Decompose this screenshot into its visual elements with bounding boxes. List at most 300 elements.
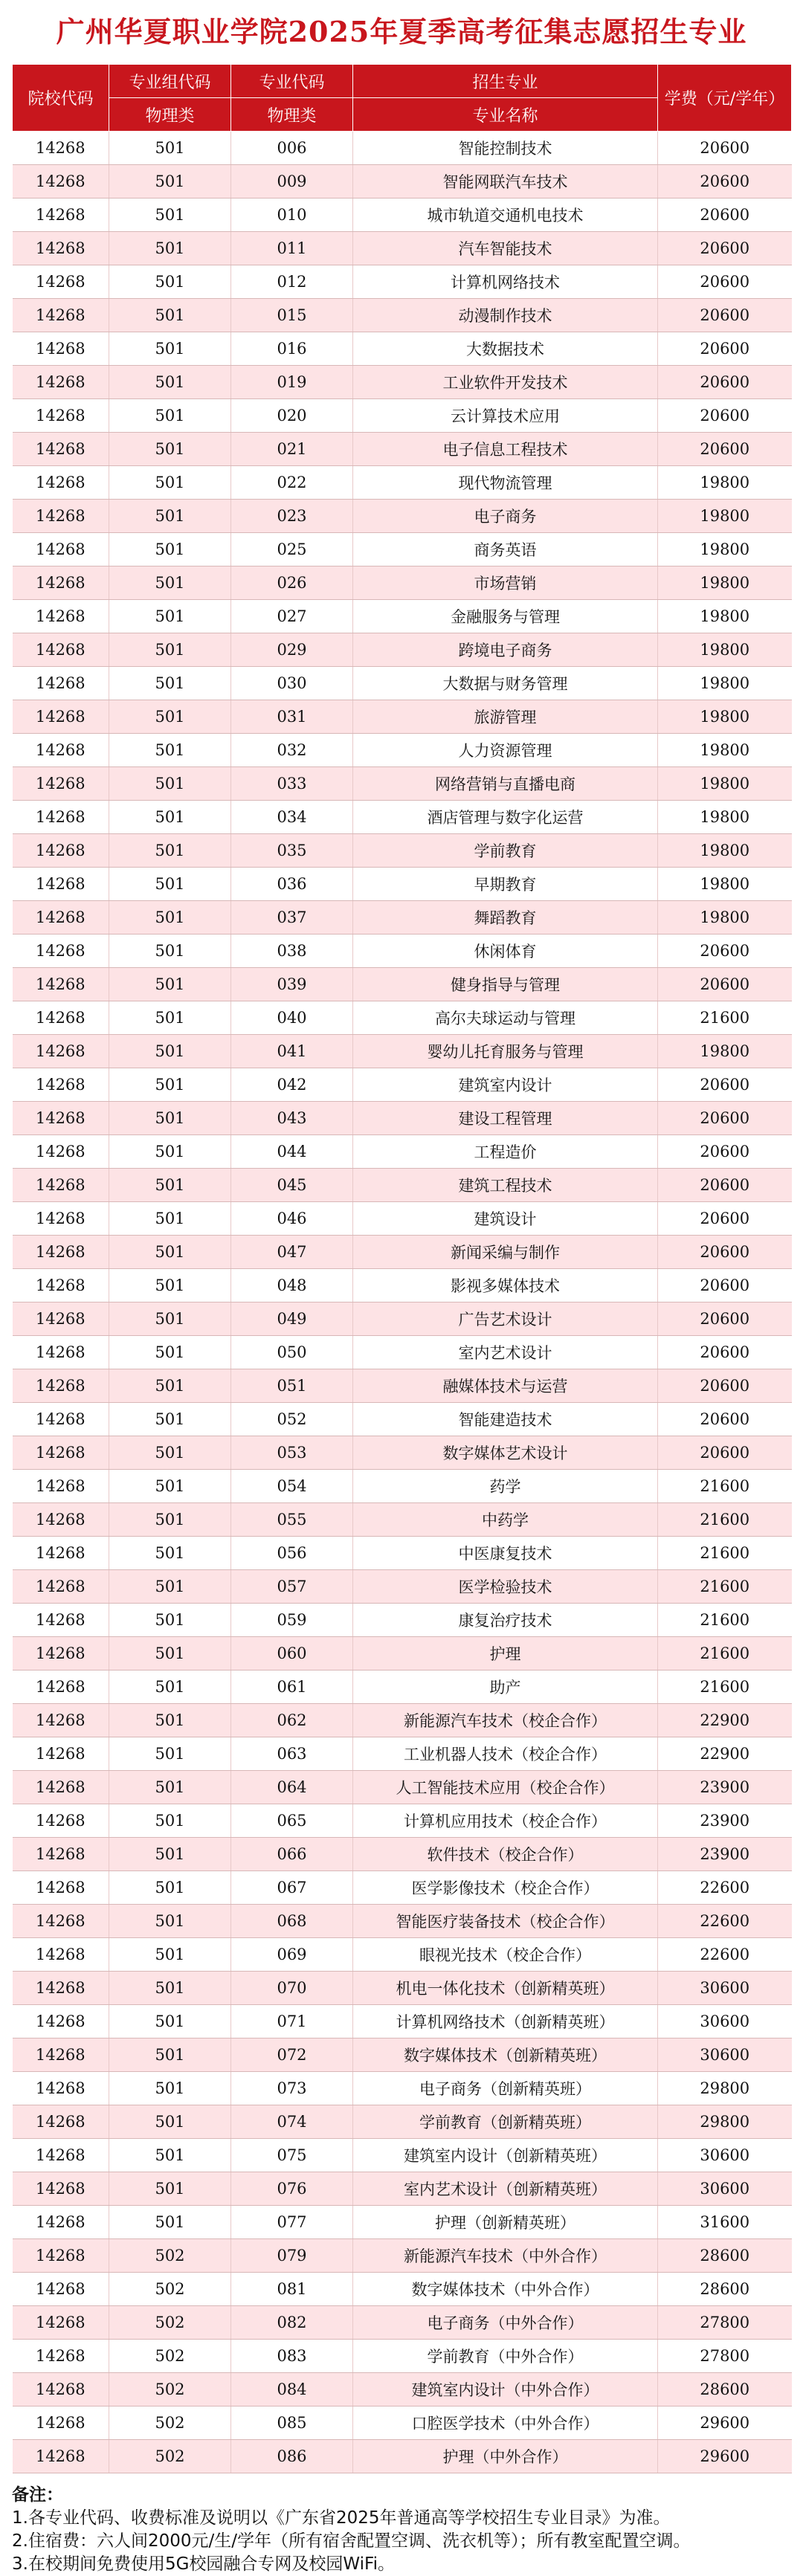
cell-tuition: 20600	[658, 299, 792, 332]
cell-major-code: 022	[231, 466, 353, 500]
table-row	[13, 1871, 792, 1905]
cell-major-name: 助产	[353, 1670, 658, 1704]
table-row	[13, 834, 792, 868]
cell-group-code: 501	[109, 198, 231, 232]
cell-tuition: 23900	[658, 1804, 792, 1838]
cell-tuition: 27800	[658, 2340, 792, 2373]
cell-major-name: 市场营销	[353, 566, 658, 600]
cell-major-name: 网络营销与直播电商	[353, 767, 658, 801]
cell-major-name: 旅游管理	[353, 700, 658, 734]
cell-major-name: 学前教育（创新精英班）	[353, 2105, 658, 2139]
cell-major-name: 人力资源管理	[353, 734, 658, 767]
cell-school-code: 14268	[13, 1905, 109, 1938]
cell-major-code: 042	[231, 1068, 353, 1102]
cell-group-code: 501	[109, 2038, 231, 2072]
cell-major-name: 中医康复技术	[353, 1537, 658, 1570]
cell-group-code: 501	[109, 2072, 231, 2105]
cell-school-code: 14268	[13, 1169, 109, 1202]
cell-school-code: 14268	[13, 2239, 109, 2273]
table-row	[13, 1001, 792, 1035]
cell-major-name: 电子商务（创新精英班）	[353, 2072, 658, 2105]
cell-school-code: 14268	[13, 1972, 109, 2005]
cell-group-code: 502	[109, 2340, 231, 2373]
cell-major-name: 智能建造技术	[353, 1403, 658, 1436]
cell-major-code: 046	[231, 1202, 353, 1236]
table-row	[13, 600, 792, 633]
cell-major-name: 工业软件开发技术	[353, 366, 658, 399]
cell-group-code: 501	[109, 1704, 231, 1737]
cell-group-code: 501	[109, 1938, 231, 1972]
cell-tuition: 22900	[658, 1704, 792, 1737]
cell-tuition: 28600	[658, 2373, 792, 2406]
cell-major-code: 026	[231, 566, 353, 600]
cell-group-code: 501	[109, 1804, 231, 1838]
cell-major-code: 020	[231, 399, 353, 433]
cell-tuition: 30600	[658, 2038, 792, 2072]
cell-group-code: 501	[109, 1737, 231, 1771]
cell-major-name: 工程造价	[353, 1135, 658, 1169]
cell-tuition: 19800	[658, 767, 792, 801]
cell-school-code: 14268	[13, 198, 109, 232]
cell-major-name: 现代物流管理	[353, 466, 658, 500]
cell-major-code: 019	[231, 366, 353, 399]
cell-major-code: 082	[231, 2306, 353, 2340]
table-row	[13, 2406, 792, 2440]
cell-school-code: 14268	[13, 2340, 109, 2373]
cell-school-code: 14268	[13, 1871, 109, 1905]
cell-major-name: 建筑室内设计	[353, 1068, 658, 1102]
table-row	[13, 2306, 792, 2340]
cell-major-name: 建筑室内设计（中外合作）	[353, 2373, 658, 2406]
cell-group-code: 501	[109, 868, 231, 901]
cell-tuition: 20600	[658, 165, 792, 198]
table-row	[13, 868, 792, 901]
cell-major-code: 027	[231, 600, 353, 633]
cell-school-code: 14268	[13, 1838, 109, 1871]
cell-group-code: 501	[109, 600, 231, 633]
cell-major-name: 药学	[353, 1470, 658, 1503]
cell-major-name: 医学检验技术	[353, 1570, 658, 1604]
cell-tuition: 20600	[658, 232, 792, 265]
table-row	[13, 366, 792, 399]
cell-school-code: 14268	[13, 2206, 109, 2239]
cell-group-code: 501	[109, 1838, 231, 1871]
table-row	[13, 2038, 792, 2072]
cell-major-name: 舞蹈教育	[353, 901, 658, 934]
cell-group-code: 501	[109, 2005, 231, 2038]
cell-major-name: 计算机网络技术	[353, 265, 658, 299]
cell-school-code: 14268	[13, 165, 109, 198]
cell-group-code: 501	[109, 1503, 231, 1537]
cell-school-code: 14268	[13, 2440, 109, 2473]
cell-major-name: 计算机应用技术（校企合作）	[353, 1804, 658, 1838]
table-row	[13, 667, 792, 700]
cell-tuition: 23900	[658, 1838, 792, 1871]
table-row	[13, 801, 792, 834]
cell-major-code: 010	[231, 198, 353, 232]
cell-group-code: 501	[109, 1670, 231, 1704]
cell-school-code: 14268	[13, 600, 109, 633]
notes	[12, 2484, 803, 2576]
table-row	[13, 1838, 792, 1871]
cell-major-name: 电子商务	[353, 500, 658, 533]
cell-major-code: 031	[231, 700, 353, 734]
cell-school-code: 14268	[13, 1369, 109, 1403]
cell-school-code: 14268	[13, 2005, 109, 2038]
cell-group-code: 501	[109, 2139, 231, 2172]
cell-tuition: 21600	[658, 1570, 792, 1604]
cell-group-code: 501	[109, 2105, 231, 2139]
cell-tuition: 19800	[658, 868, 792, 901]
cell-tuition: 19800	[658, 633, 792, 667]
cell-group-code: 501	[109, 433, 231, 466]
cell-major-code: 035	[231, 834, 353, 868]
cell-school-code: 14268	[13, 633, 109, 667]
cell-school-code: 14268	[13, 2038, 109, 2072]
cell-school-code: 14268	[13, 1001, 109, 1035]
cell-major-name: 智能控制技术	[353, 132, 658, 165]
cell-major-code: 029	[231, 633, 353, 667]
cell-tuition: 20600	[658, 1369, 792, 1403]
cell-major-code: 041	[231, 1035, 353, 1068]
cell-group-code: 502	[109, 2239, 231, 2273]
cell-major-code: 061	[231, 1670, 353, 1704]
cell-group-code: 501	[109, 1604, 231, 1637]
cell-major-code: 057	[231, 1570, 353, 1604]
cell-school-code: 14268	[13, 968, 109, 1001]
cell-tuition: 19800	[658, 734, 792, 767]
header-major: 招生专业	[353, 65, 658, 98]
cell-school-code: 14268	[13, 801, 109, 834]
cell-major-code: 044	[231, 1135, 353, 1169]
table-row	[13, 1537, 792, 1570]
cell-group-code: 501	[109, 1269, 231, 1302]
cell-major-code: 056	[231, 1537, 353, 1570]
cell-major-name: 大数据与财务管理	[353, 667, 658, 700]
table-row	[13, 2172, 792, 2206]
cell-major-code: 076	[231, 2172, 353, 2206]
cell-major-code: 050	[231, 1336, 353, 1369]
cell-major-code: 012	[231, 265, 353, 299]
cell-tuition: 20600	[658, 332, 792, 366]
cell-school-code: 14268	[13, 2105, 109, 2139]
cell-major-code: 039	[231, 968, 353, 1001]
cell-tuition: 20600	[658, 968, 792, 1001]
cell-tuition: 20600	[658, 433, 792, 466]
cell-major-name: 影视多媒体技术	[353, 1269, 658, 1302]
cell-tuition: 20600	[658, 934, 792, 968]
table-row	[13, 1503, 792, 1537]
cell-major-name: 城市轨道交通机电技术	[353, 198, 658, 232]
cell-major-code: 081	[231, 2273, 353, 2306]
cell-tuition: 19800	[658, 1035, 792, 1068]
cell-tuition: 20600	[658, 1302, 792, 1336]
cell-major-code: 067	[231, 1871, 353, 1905]
cell-tuition: 22600	[658, 1871, 792, 1905]
cell-major-code: 047	[231, 1236, 353, 1269]
cell-school-code: 14268	[13, 2373, 109, 2406]
cell-major-code: 053	[231, 1436, 353, 1470]
cell-major-name: 室内艺术设计（创新精英班）	[353, 2172, 658, 2206]
cell-major-name: 计算机网络技术（创新精英班）	[353, 2005, 658, 2038]
note-line: 2.住宿费：六人间2000元/生/学年（所有宿舍配置空调、洗衣机等）；所有教室配置空调。	[12, 2531, 691, 2551]
cell-school-code: 14268	[13, 265, 109, 299]
note-line: 3.在校期间免费使用5G校园融合专网及校园WiFi。	[12, 2554, 395, 2574]
cell-major-name: 新能源汽车技术（中外合作）	[353, 2239, 658, 2273]
cell-school-code: 14268	[13, 1503, 109, 1537]
table-row	[13, 1604, 792, 1637]
cell-tuition: 30600	[658, 2172, 792, 2206]
cell-major-code: 023	[231, 500, 353, 533]
cell-major-name: 建筑工程技术	[353, 1169, 658, 1202]
cell-tuition: 20600	[658, 1236, 792, 1269]
cell-school-code: 14268	[13, 433, 109, 466]
table-row	[13, 500, 792, 533]
table-row	[13, 132, 792, 165]
table-row	[13, 433, 792, 466]
table-row	[13, 1670, 792, 1704]
cell-major-code: 077	[231, 2206, 353, 2239]
table-row	[13, 1236, 792, 1269]
cell-major-name: 广告艺术设计	[353, 1302, 658, 1336]
cell-major-name: 建筑设计	[353, 1202, 658, 1236]
cell-tuition: 19800	[658, 600, 792, 633]
cell-major-code: 015	[231, 299, 353, 332]
table-row	[13, 2206, 792, 2239]
cell-tuition: 30600	[658, 1972, 792, 2005]
table-row	[13, 332, 792, 366]
cell-major-name: 动漫制作技术	[353, 299, 658, 332]
cell-school-code: 14268	[13, 1269, 109, 1302]
table-row	[13, 1269, 792, 1302]
table-row	[13, 700, 792, 734]
table-row	[13, 901, 792, 934]
cell-tuition: 19800	[658, 533, 792, 566]
cell-group-code: 501	[109, 1135, 231, 1169]
cell-school-code: 14268	[13, 1135, 109, 1169]
cell-major-code: 064	[231, 1771, 353, 1804]
cell-major-name: 智能医疗装备技术（校企合作）	[353, 1905, 658, 1938]
cell-major-name: 婴幼儿托育服务与管理	[353, 1035, 658, 1068]
cell-school-code: 14268	[13, 466, 109, 500]
cell-tuition: 29600	[658, 2440, 792, 2473]
cell-major-code: 043	[231, 1102, 353, 1135]
cell-group-code: 501	[109, 767, 231, 801]
cell-tuition: 29800	[658, 2072, 792, 2105]
table-row	[13, 299, 792, 332]
cell-major-code: 025	[231, 533, 353, 566]
cell-school-code: 14268	[13, 1737, 109, 1771]
cell-group-code: 501	[109, 332, 231, 366]
cell-group-code: 501	[109, 1537, 231, 1570]
table-row	[13, 566, 792, 600]
cell-tuition: 21600	[658, 1637, 792, 1670]
cell-tuition: 20600	[658, 366, 792, 399]
cell-tuition: 22600	[658, 1938, 792, 1972]
cell-school-code: 14268	[13, 500, 109, 533]
table-row	[13, 165, 792, 198]
cell-group-code: 501	[109, 1470, 231, 1503]
cell-school-code: 14268	[13, 1336, 109, 1369]
cell-tuition: 30600	[658, 2139, 792, 2172]
cell-school-code: 14268	[13, 1202, 109, 1236]
table-row	[13, 1938, 792, 1972]
cell-school-code: 14268	[13, 399, 109, 433]
cell-group-code: 501	[109, 265, 231, 299]
cell-tuition: 27800	[658, 2306, 792, 2340]
cell-major-name: 早期教育	[353, 868, 658, 901]
cell-school-code: 14268	[13, 366, 109, 399]
table-row	[13, 2440, 792, 2473]
cell-major-name: 护理	[353, 1637, 658, 1670]
table-row	[13, 1771, 792, 1804]
table-row	[13, 1135, 792, 1169]
table-row	[13, 1804, 792, 1838]
cell-tuition: 30600	[658, 2005, 792, 2038]
cell-group-code: 501	[109, 667, 231, 700]
cell-major-code: 036	[231, 868, 353, 901]
majors-table	[12, 64, 792, 2473]
table-row	[13, 1403, 792, 1436]
cell-tuition: 20600	[658, 1336, 792, 1369]
cell-tuition: 22900	[658, 1737, 792, 1771]
cell-major-name: 金融服务与管理	[353, 600, 658, 633]
cell-group-code: 501	[109, 1202, 231, 1236]
cell-school-code: 14268	[13, 1302, 109, 1336]
cell-tuition: 20600	[658, 1403, 792, 1436]
cell-tuition: 19800	[658, 466, 792, 500]
cell-tuition: 21600	[658, 1670, 792, 1704]
table-row	[13, 265, 792, 299]
header-school-code: 院校代码	[13, 65, 109, 132]
table-row	[13, 2340, 792, 2373]
table-row	[13, 2239, 792, 2273]
cell-school-code: 14268	[13, 2273, 109, 2306]
cell-tuition: 20600	[658, 399, 792, 433]
cell-school-code: 14268	[13, 734, 109, 767]
cell-school-code: 14268	[13, 1570, 109, 1604]
cell-major-code: 037	[231, 901, 353, 934]
cell-major-name: 大数据技术	[353, 332, 658, 366]
cell-group-code: 501	[109, 1336, 231, 1369]
cell-group-code: 501	[109, 2172, 231, 2206]
cell-major-code: 086	[231, 2440, 353, 2473]
cell-school-code: 14268	[13, 1771, 109, 1804]
cell-group-code: 501	[109, 801, 231, 834]
cell-major-code: 032	[231, 734, 353, 767]
cell-group-code: 501	[109, 232, 231, 265]
cell-group-code: 501	[109, 466, 231, 500]
cell-tuition: 21600	[658, 1001, 792, 1035]
cell-major-code: 074	[231, 2105, 353, 2139]
cell-major-name: 酒店管理与数字化运营	[353, 801, 658, 834]
cell-school-code: 14268	[13, 2139, 109, 2172]
cell-major-code: 040	[231, 1001, 353, 1035]
table-row	[13, 767, 792, 801]
cell-tuition: 23900	[658, 1771, 792, 1804]
cell-tuition: 20600	[658, 1436, 792, 1470]
cell-tuition: 19800	[658, 700, 792, 734]
cell-tuition: 31600	[658, 2206, 792, 2239]
cell-major-name: 软件技术（校企合作）	[353, 1838, 658, 1871]
cell-group-code: 501	[109, 1169, 231, 1202]
cell-group-code: 501	[109, 1236, 231, 1269]
cell-school-code: 14268	[13, 1637, 109, 1670]
table-row	[13, 1470, 792, 1503]
cell-tuition: 19800	[658, 834, 792, 868]
cell-major-code: 071	[231, 2005, 353, 2038]
cell-school-code: 14268	[13, 2306, 109, 2340]
table-header	[13, 65, 792, 132]
cell-school-code: 14268	[13, 1470, 109, 1503]
cell-tuition: 19800	[658, 566, 792, 600]
cell-major-code: 069	[231, 1938, 353, 1972]
cell-school-code: 14268	[13, 667, 109, 700]
cell-school-code: 14268	[13, 2406, 109, 2440]
table-row	[13, 399, 792, 433]
cell-school-code: 14268	[13, 834, 109, 868]
cell-school-code: 14268	[13, 1403, 109, 1436]
cell-group-code: 502	[109, 2373, 231, 2406]
cell-school-code: 14268	[13, 332, 109, 366]
cell-major-name: 高尔夫球运动与管理	[353, 1001, 658, 1035]
table-row	[13, 1102, 792, 1135]
table-row	[13, 2139, 792, 2172]
cell-group-code: 501	[109, 1403, 231, 1436]
cell-group-code: 501	[109, 834, 231, 868]
table-row	[13, 968, 792, 1001]
cell-major-code: 034	[231, 801, 353, 834]
cell-group-code: 501	[109, 1771, 231, 1804]
cell-school-code: 14268	[13, 868, 109, 901]
cell-major-code: 065	[231, 1804, 353, 1838]
cell-group-code: 501	[109, 1637, 231, 1670]
cell-major-code: 030	[231, 667, 353, 700]
cell-major-name: 电子信息工程技术	[353, 433, 658, 466]
cell-group-code: 501	[109, 901, 231, 934]
cell-major-code: 066	[231, 1838, 353, 1871]
cell-major-code: 070	[231, 1972, 353, 2005]
cell-tuition: 19800	[658, 801, 792, 834]
cell-school-code: 14268	[13, 1670, 109, 1704]
cell-tuition: 19800	[658, 500, 792, 533]
cell-group-code: 501	[109, 633, 231, 667]
cell-major-name: 融媒体技术与运营	[353, 1369, 658, 1403]
cell-school-code: 14268	[13, 2072, 109, 2105]
table-row	[13, 466, 792, 500]
cell-tuition: 20600	[658, 265, 792, 299]
cell-major-name: 云计算技术应用	[353, 399, 658, 433]
cell-group-code: 501	[109, 2206, 231, 2239]
cell-major-name: 新能源汽车技术（校企合作）	[353, 1704, 658, 1737]
cell-tuition: 21600	[658, 1470, 792, 1503]
table-row	[13, 1570, 792, 1604]
cell-major-code: 016	[231, 332, 353, 366]
cell-major-name: 汽车智能技术	[353, 232, 658, 265]
cell-tuition: 21600	[658, 1537, 792, 1570]
table-row	[13, 2072, 792, 2105]
cell-group-code: 501	[109, 1570, 231, 1604]
cell-group-code: 501	[109, 1302, 231, 1336]
cell-tuition: 20600	[658, 1102, 792, 1135]
cell-group-code: 501	[109, 566, 231, 600]
notes-heading: 备注：	[12, 2485, 63, 2505]
cell-group-code: 501	[109, 366, 231, 399]
cell-major-code: 060	[231, 1637, 353, 1670]
header-group-code: 专业组代码	[109, 65, 231, 98]
table-row	[13, 1704, 792, 1737]
header-major-name: 专业名称	[353, 98, 658, 132]
